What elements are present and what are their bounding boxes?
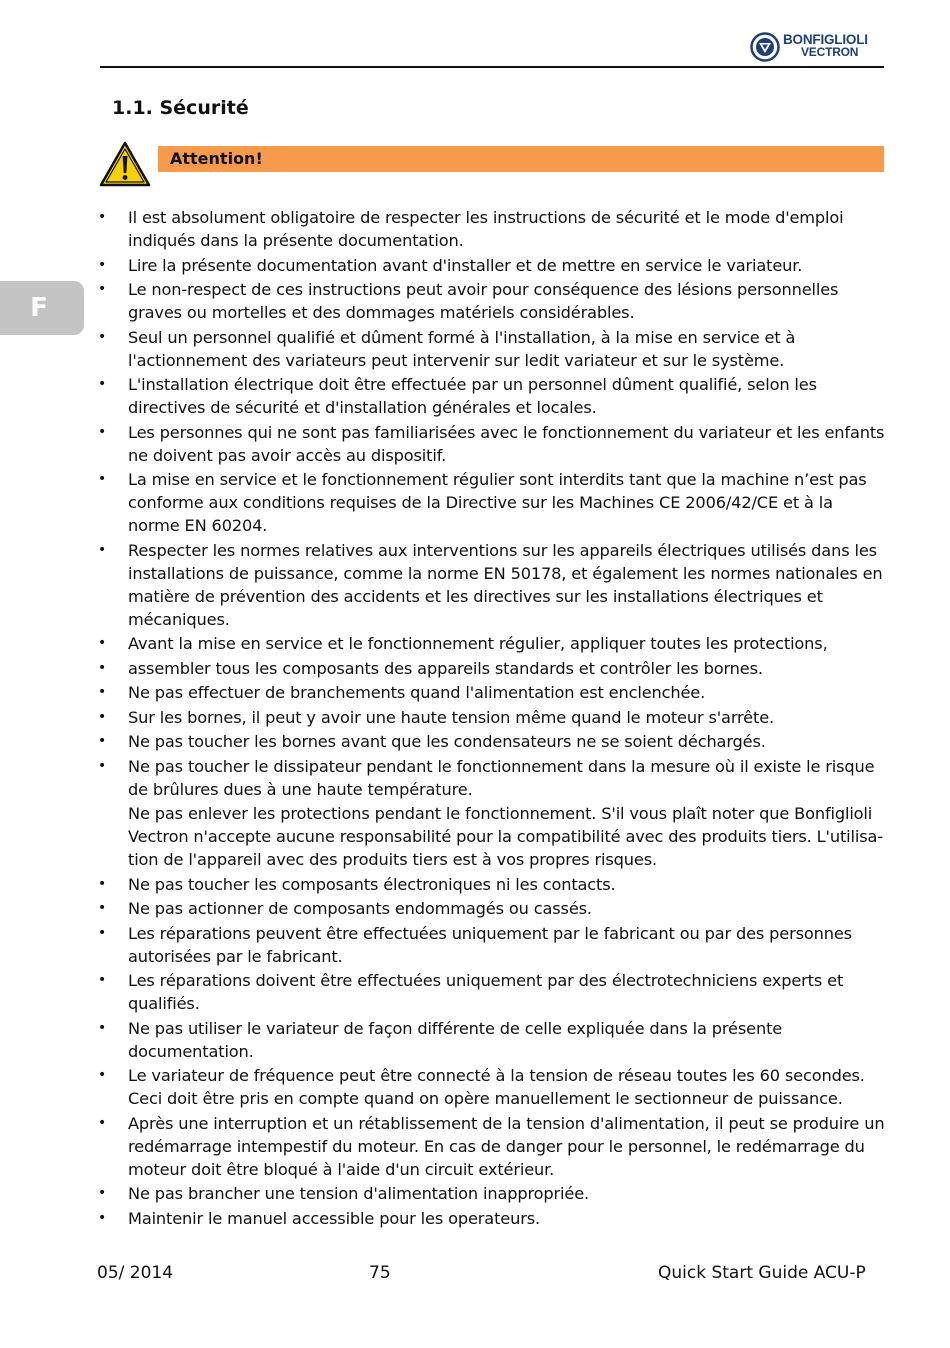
- list-item-text: Le non-respect de ces instructions peut avoir pour conséquence des lésions personnelles graves ou mortelles et des dommages matériels considérables.: [128, 280, 839, 322]
- bullet-icon: •: [98, 757, 107, 774]
- list-item: [96, 755, 888, 801]
- bullet-icon: •: [98, 972, 107, 988]
- list-item: [96, 421, 888, 467]
- list-item: [96, 802, 888, 871]
- language-tab-label: F: [30, 293, 48, 323]
- list-item: [96, 1064, 888, 1110]
- list-item: [96, 681, 888, 704]
- bullet-icon: •: [98, 1114, 107, 1131]
- bullet-icon: •: [98, 1019, 107, 1036]
- list-item: [96, 206, 888, 252]
- list-item-text: Le variateur de fréquence peut être connecté à la tension de réseau toutes les 60 secondes. Ceci doit être pris en compte quand on opère manuellement le sectionneur de puissance.: [128, 1066, 865, 1108]
- list-item-text: Ne pas effectuer de branchements quand l'alimentation est enclenchée.: [128, 683, 706, 702]
- bullet-icon: •: [98, 924, 107, 941]
- list-item-text: Ne pas brancher une tension d'alimentation inappropriée.: [128, 1184, 590, 1203]
- language-tab: [0, 281, 84, 335]
- footer-document-title: Quick Start Guide ACU-P: [658, 1263, 866, 1283]
- bullet-icon: •: [98, 659, 107, 676]
- list-item-text: Respecter les normes relatives aux interventions sur les appareils électriques utilisés dans les installations de puissance, comme la norme EN 50178, et également les normes nationales en matière de prévention des accidents et les directives sur les installations électriques et mécaniques.: [128, 540, 883, 629]
- bullet-icon: •: [98, 376, 107, 392]
- list-item-text: Seul un personnel qualifié et dûment formé à l'installation, à la mise en service et à l'actionnement des variateurs peut intervenir sur ledit variateur et sur le système.: [128, 327, 796, 370]
- bullet-icon: •: [98, 423, 107, 440]
- list-item-text: Après une interruption et un rétablissement de la tension d'alimentation, il peut se produire un redémarrage intempestif du moteur. En cas de danger pour le personnel, le redémarrage du moteur doit être bloqué à l'aide d'un circuit extérieur.: [128, 1113, 885, 1179]
- list-item-text: Maintenir le manuel accessible pour les operateurs.: [128, 1208, 540, 1228]
- list-item-text: Les réparations peuvent être effectuées uniquement par le fabricant ou par des personnes autorisées par le fabricant.: [128, 923, 852, 966]
- list-item-text: Il est absolument obligatoire de respecter les instructions de sécurité et le mode d'emploi indiqués dans la présente documentation.: [128, 208, 844, 250]
- list-item-text: Ne pas utiliser le variateur de façon différente de celle expliquée dans la présente documentation.: [128, 1018, 783, 1061]
- safety-instructions-list: [96, 206, 888, 1231]
- list-item: [96, 969, 888, 1015]
- brand-bottom: VECTRON: [801, 45, 859, 59]
- warning-triangle-icon: [99, 141, 151, 187]
- footer-date: 05/ 2014: [97, 1263, 174, 1283]
- list-item: [96, 326, 888, 372]
- brand-logo: [750, 30, 890, 66]
- attention-banner: [158, 146, 884, 172]
- list-item-text: Avant la mise en service et le fonctionnement régulier, appliquer toutes les protections,: [128, 634, 828, 653]
- list-item-text: Ne pas toucher le dissipateur pendant le fonctionnement dans la mesure où il existe le risque de brûlures dues à une haute température.: [128, 756, 875, 799]
- bullet-icon: •: [98, 875, 107, 892]
- bullet-icon: •: [98, 635, 107, 651]
- footer-page-number: 75: [369, 1263, 391, 1283]
- bullet-icon: •: [98, 684, 107, 700]
- bullet-icon: •: [98, 900, 107, 916]
- bullet-icon: •: [98, 281, 107, 297]
- list-item: [96, 706, 888, 729]
- header-rule: [100, 66, 884, 68]
- list-item: [96, 1017, 888, 1063]
- logo-text: [783, 33, 868, 59]
- list-item-text: La mise en service et le fonctionnement régulier sont interdits tant que la machine n’est pas conforme aux conditions requises de la Directive sur les Machines CE 2006/42/CE et à la norme EN 60204.: [128, 470, 867, 535]
- list-item: [96, 873, 888, 896]
- list-item-text: Sur les bornes, il peut y avoir une haute tension même quand le moteur s'arrête.: [128, 707, 774, 727]
- bullet-icon: •: [98, 471, 107, 487]
- list-item: [96, 730, 888, 753]
- logo-emblem-icon: [750, 32, 780, 62]
- list-item: [96, 373, 888, 419]
- attention-label: Attention!: [170, 149, 263, 168]
- bullet-icon: •: [98, 256, 107, 273]
- list-item-text: Ne pas toucher les composants électroniques ni les contacts.: [128, 874, 616, 894]
- list-item: [96, 254, 888, 277]
- list-item: [96, 468, 888, 537]
- list-item-text: Lire la présente documentation avant d'installer et de mettre en service le variateur.: [128, 255, 803, 275]
- section-title: 1.1. Sécurité: [112, 97, 249, 119]
- list-item: [96, 1207, 888, 1230]
- list-item-text: Ne pas toucher les bornes avant que les condensateurs ne se soient déchargés.: [128, 732, 766, 751]
- brand-top: BONFIGLIOLI: [783, 32, 868, 47]
- list-item: [96, 1112, 888, 1181]
- list-item: [96, 897, 888, 920]
- list-item: [96, 1182, 888, 1205]
- list-item: [96, 657, 888, 680]
- bullet-icon: •: [98, 1067, 107, 1083]
- list-item: [96, 278, 888, 324]
- list-item: [96, 539, 888, 631]
- list-item-text: Les réparations doivent être effectuées uniquement par des électrotechniciens experts et qualifiés.: [128, 971, 844, 1013]
- list-item: [96, 922, 888, 968]
- bullet-icon: •: [98, 328, 107, 345]
- list-item-text: assembler tous les composants des appareils standards et contrôler les bornes.: [128, 658, 763, 678]
- bullet-icon: •: [98, 733, 107, 749]
- list-item-text: Les personnes qui ne sont pas familiarisées avec le fonctionnement du variateur et les enfants ne doivent pas avoir accès au dispositif.: [128, 422, 885, 465]
- list-item: [96, 632, 888, 655]
- bullet-icon: •: [98, 708, 107, 725]
- bullet-icon: •: [98, 1209, 107, 1226]
- list-item-text: Ne pas actionner de composants endommagés ou cassés.: [128, 899, 592, 918]
- bullet-icon: •: [98, 541, 107, 558]
- list-item-text: L'installation électrique doit être effectuée par un personnel dûment qualifié, selon les directives de sécurité et d'installation générales et locales.: [128, 375, 817, 417]
- bullet-icon: •: [98, 1185, 107, 1201]
- list-item-text: Ne pas enlever les protections pendant le fonctionnement. S'il vous plaît noter que Bonfiglioli Vectron n'accepte aucune responsabilité pour la compatibilité avec des produits tiers. L'utilisa-tion de l'appareil avec des produits tiers est à vos propres risques.: [128, 804, 883, 869]
- bullet-icon: •: [98, 209, 107, 225]
